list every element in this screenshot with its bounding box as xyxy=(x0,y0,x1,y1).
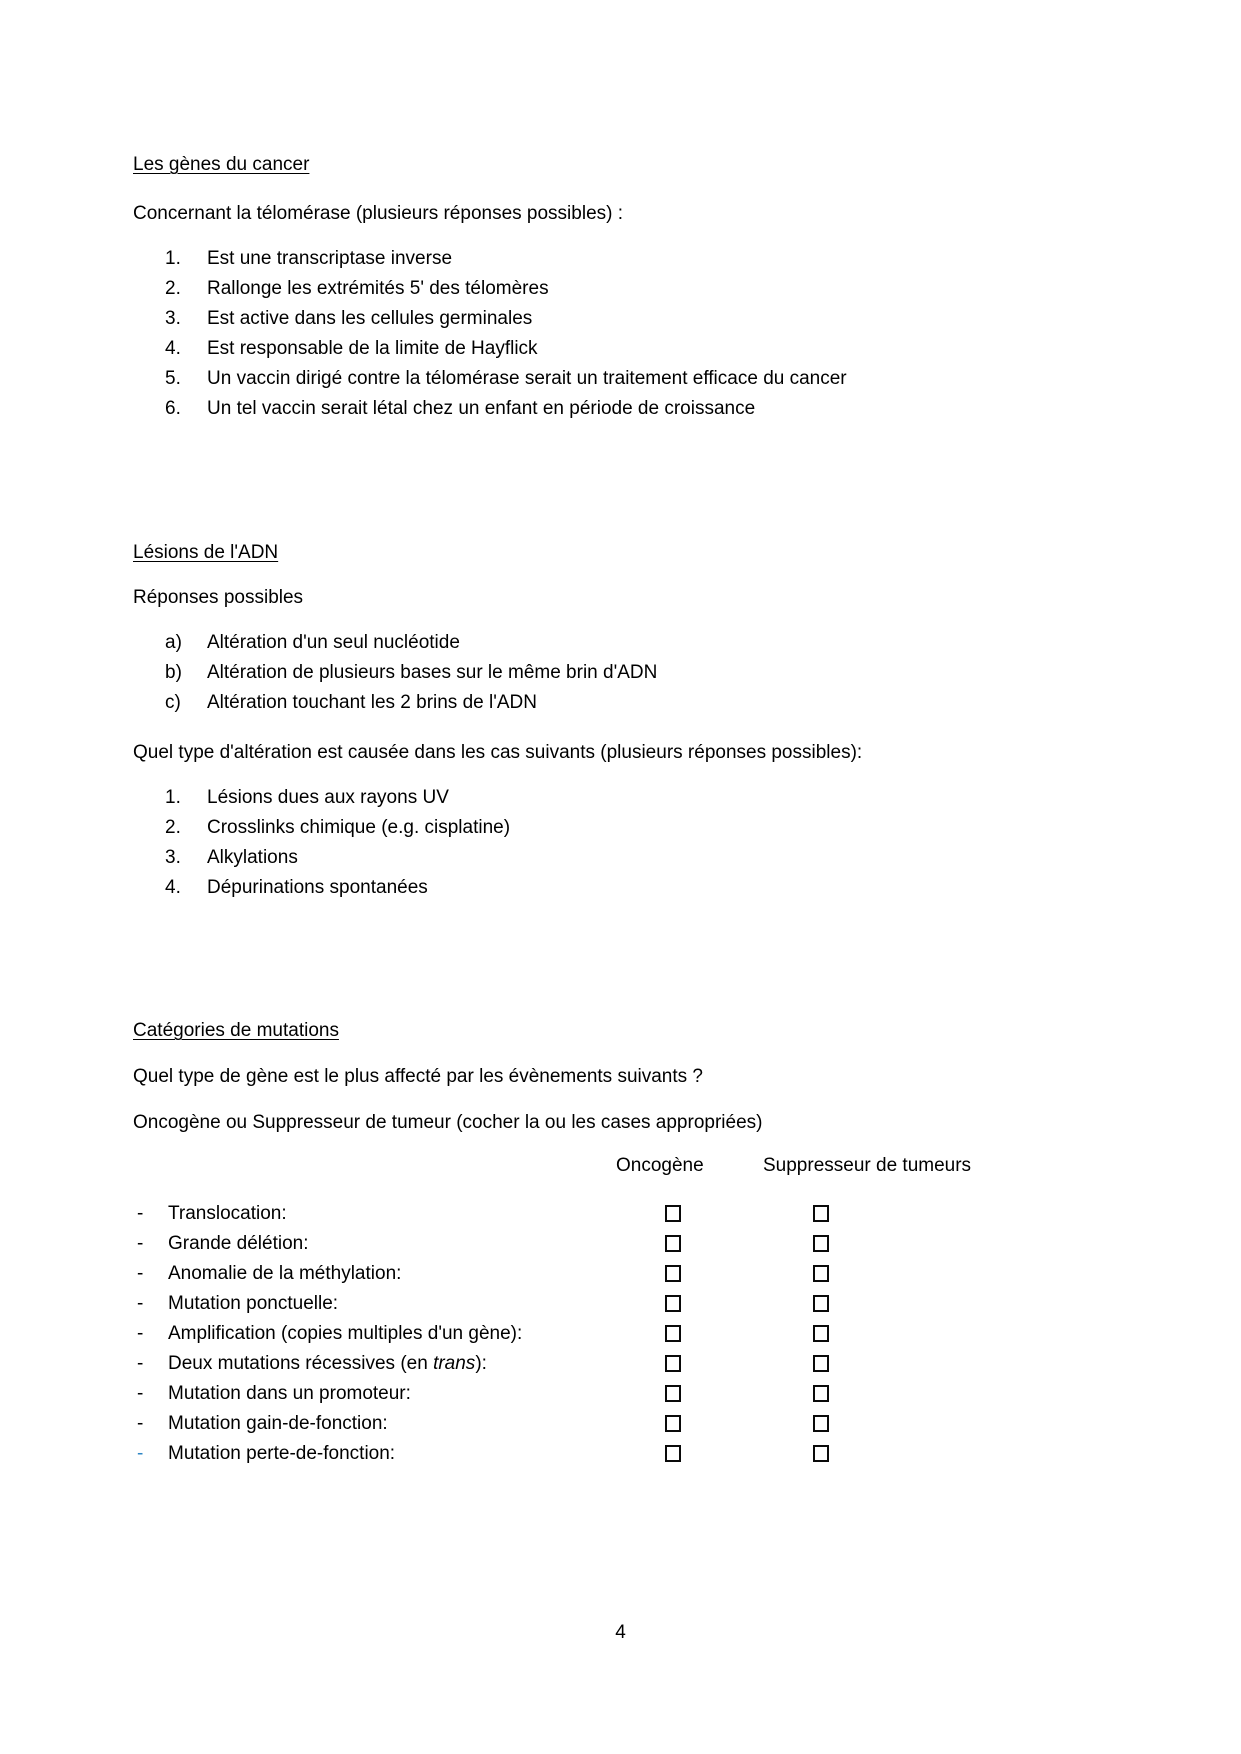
dash-bullet: - xyxy=(137,1323,144,1344)
list-item-text: Lésions dues aux rayons UV xyxy=(207,787,449,808)
oncogene-checkbox[interactable] xyxy=(665,1295,681,1312)
suppressor-checkbox[interactable] xyxy=(813,1295,829,1312)
column-header-oncogene: Oncogène xyxy=(616,1155,704,1176)
suppressor-checkbox[interactable] xyxy=(813,1205,829,1222)
dash-bullet: - xyxy=(137,1353,144,1374)
table-row-mutation-ponctuelle xyxy=(133,1289,1148,1319)
list-item-text: Est responsable de la limite de Hayflick xyxy=(207,338,538,359)
suppressor-checkbox[interactable] xyxy=(813,1355,829,1372)
list-number: 4. xyxy=(165,338,181,359)
dash-bullet: - xyxy=(137,1233,144,1254)
dash-bullet: - xyxy=(137,1293,144,1314)
list-number: 6. xyxy=(165,398,181,419)
reponses-possibles-label: Réponses possibles xyxy=(133,587,304,608)
dash-bullet: - xyxy=(137,1203,144,1224)
row-label: Amplification (copies multiples d'un gène): xyxy=(168,1323,523,1344)
suppressor-checkbox[interactable] xyxy=(813,1325,829,1342)
list-item-text: Un tel vaccin serait létal chez un enfant en période de croissance xyxy=(207,398,756,419)
list-item xyxy=(133,813,510,843)
oncogene-checkbox[interactable] xyxy=(665,1445,681,1462)
suppressor-checkbox[interactable] xyxy=(813,1445,829,1462)
suppressor-checkbox[interactable] xyxy=(813,1415,829,1432)
list-number: 1. xyxy=(165,248,181,269)
lesion-cases-list xyxy=(133,783,510,903)
table-row-grande-deletion xyxy=(133,1229,1148,1259)
dash-bullet: - xyxy=(137,1263,144,1284)
list-number: 4. xyxy=(165,877,181,898)
list-item xyxy=(133,334,847,364)
list-item xyxy=(133,628,657,658)
list-number: 3. xyxy=(165,308,181,329)
list-item-text: Altération de plusieurs bases sur le même brin d'ADN xyxy=(207,662,658,683)
table-row-amplification xyxy=(133,1319,1148,1349)
oncogene-checkbox[interactable] xyxy=(665,1355,681,1372)
list-item-text: Rallonge les extrémités 5' des télomères xyxy=(207,278,549,299)
dash-bullet: - xyxy=(137,1413,144,1434)
list-item-text: Dépurinations spontanées xyxy=(207,877,428,898)
row-label: Mutation gain-de-fonction: xyxy=(168,1413,388,1434)
checkbox-table xyxy=(133,1199,1148,1469)
table-row-perte-de-fonction xyxy=(133,1439,1148,1469)
list-item xyxy=(133,364,847,394)
table-row-anomalie-methylation xyxy=(133,1259,1148,1289)
list-item xyxy=(133,688,657,718)
list-item xyxy=(133,783,510,813)
oncogene-checkbox[interactable] xyxy=(665,1265,681,1282)
checkbox-table-header xyxy=(133,1153,1148,1178)
list-number: 1. xyxy=(165,787,181,808)
row-label: Mutation perte-de-fonction: xyxy=(168,1443,396,1464)
list-item xyxy=(133,843,510,873)
row-label: Anomalie de la méthylation: xyxy=(168,1263,402,1284)
oncogene-checkbox[interactable] xyxy=(665,1385,681,1402)
list-item xyxy=(133,244,847,274)
column-header-suppresseur: Suppresseur de tumeurs xyxy=(763,1155,972,1176)
list-item-text: Crosslinks chimique (e.g. cisplatine) xyxy=(207,817,511,838)
list-item-text: Un vaccin dirigé contre la télomérase serait un traitement efficace du cancer xyxy=(207,368,847,389)
table-row-gain-de-fonction xyxy=(133,1409,1148,1439)
list-item xyxy=(133,304,847,334)
list-number: 2. xyxy=(165,817,181,838)
checkbox-instruction: Oncogène ou Suppresseur de tumeur (cocher la ou les cases appropriées) xyxy=(133,1112,763,1133)
list-item-text: Altération d'un seul nucléotide xyxy=(207,632,460,653)
oncogene-checkbox[interactable] xyxy=(665,1235,681,1252)
table-row-mutation-promoteur xyxy=(133,1379,1148,1409)
list-number: 2. xyxy=(165,278,181,299)
dash-bullet-blue: - xyxy=(137,1443,144,1464)
list-number: 3. xyxy=(165,847,181,868)
list-item-text: Est active dans les cellules germinales xyxy=(207,308,533,329)
list-letter: b) xyxy=(165,662,182,683)
suppressor-checkbox[interactable] xyxy=(813,1265,829,1282)
list-number: 5. xyxy=(165,368,181,389)
section-title-categories-mutations: Catégories de mutations xyxy=(133,1020,339,1041)
alteration-types-list xyxy=(133,628,657,718)
list-item xyxy=(133,873,510,903)
dash-bullet: - xyxy=(137,1383,144,1404)
row-label: Mutation dans un promoteur: xyxy=(168,1383,411,1404)
suppressor-checkbox[interactable] xyxy=(813,1385,829,1402)
list-item-text: Alkylations xyxy=(207,847,298,868)
list-item-text: Est une transcriptase inverse xyxy=(207,248,453,269)
table-row-translocation xyxy=(133,1199,1148,1229)
list-item xyxy=(133,658,657,688)
list-item-text: Altération touchant les 2 brins de l'ADN xyxy=(207,692,537,713)
gene-type-question: Quel type de gène est le plus affecté par les évènements suivants ? xyxy=(133,1066,703,1087)
list-item xyxy=(133,394,847,424)
section-title-genes-du-cancer: Les gènes du cancer xyxy=(133,154,310,175)
alteration-question: Quel type d'altération est causée dans les cas suivants (plusieurs réponses possibles): xyxy=(133,742,863,763)
table-row-mutations-recessives xyxy=(133,1349,1148,1379)
oncogene-checkbox[interactable] xyxy=(665,1205,681,1222)
telomerase-question: Concernant la télomérase (plusieurs réponses possibles) : xyxy=(133,203,624,224)
suppressor-checkbox[interactable] xyxy=(813,1235,829,1252)
row-label: Translocation: xyxy=(168,1203,287,1224)
section-title-lesions-adn: Lésions de l'ADN xyxy=(133,542,279,563)
page-number: 4 xyxy=(615,1622,626,1643)
list-letter: a) xyxy=(165,632,182,653)
row-label: Deux mutations récessives (en trans): xyxy=(168,1353,487,1374)
oncogene-checkbox[interactable] xyxy=(665,1415,681,1432)
oncogene-checkbox[interactable] xyxy=(665,1325,681,1342)
list-letter: c) xyxy=(165,692,181,713)
telomerase-options-list xyxy=(133,244,847,424)
list-item xyxy=(133,274,847,304)
row-label: Grande délétion: xyxy=(168,1233,309,1254)
row-label: Mutation ponctuelle: xyxy=(168,1293,339,1314)
